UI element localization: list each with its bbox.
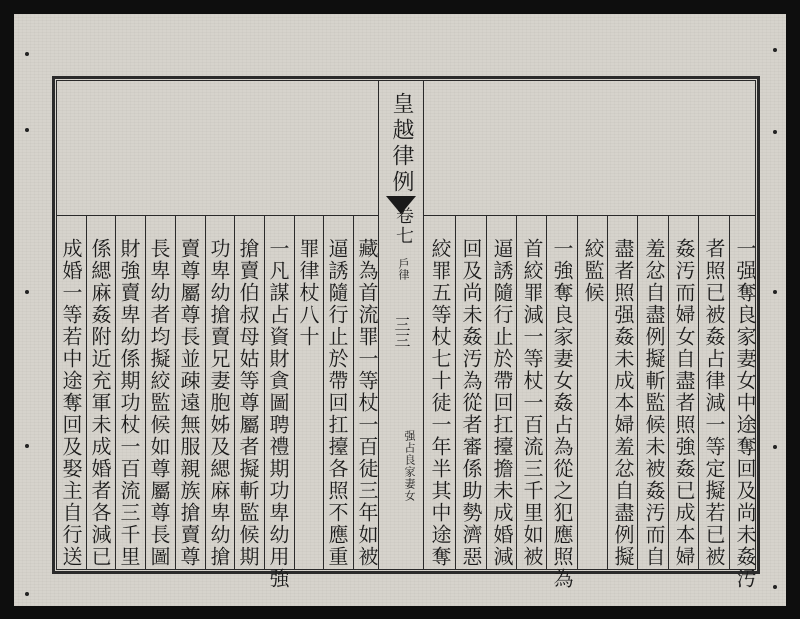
section-label: 戶律 (397, 258, 410, 280)
text-column: 功卑幼搶賣兄妻胞姊及緦麻卑幼搶 (207, 238, 231, 568)
text-column: 逼誘隨行止於帶回扛擡各照不應重 (325, 238, 349, 568)
binding-hole (25, 52, 29, 56)
binding-hole (773, 290, 777, 294)
text-column: 絞罪五等杖七十徒一年半其中途奪 (428, 238, 452, 568)
text-column: 係緦麻姦附近充軍未成婚者各減已 (88, 238, 112, 568)
marginal-note: 强占良家妻女 (403, 430, 416, 502)
text-column: 逼誘隨行止於帶回扛擡擔未成婚減 (490, 238, 514, 568)
text-column: 賣尊屬尊長並疎遠無服親族搶賣尊 (177, 238, 201, 568)
binding-hole (25, 128, 29, 132)
text-column: 絞監候 (581, 238, 605, 304)
binding-hole (25, 444, 29, 448)
text-column: 一凡謀占資財貪圖聘禮期功卑幼用強 (266, 238, 290, 590)
text-column: 藏為首流罪一等杖一百徒三年如被 (355, 238, 379, 568)
text-column: 首絞罪減一等杖一百流三千里如被 (520, 238, 544, 568)
text-column: 財強賣卑幼係期功杖一百流三千里 (117, 238, 141, 568)
binding-hole (773, 48, 777, 52)
book-title: 皇越律例 (389, 92, 414, 196)
page-number: 三三 (392, 316, 411, 348)
binding-hole (25, 290, 29, 294)
text-column: 罪律杖八十 (296, 238, 320, 348)
text-column: 長卑幼者均擬絞監候如尊屬尊長圖 (147, 238, 171, 568)
text-column: 成婚一等若中途奪回及娶主自行送 (59, 238, 83, 568)
binding-hole (773, 585, 777, 589)
text-column: 搶賣伯叔母姑等尊屬者擬斬監候期 (236, 238, 260, 568)
binding-hole (25, 592, 29, 596)
binding-hole (773, 130, 777, 134)
binding-hole (773, 445, 777, 449)
text-column: 回及尚未姦汚為從者審係助勢濟惡 (459, 238, 483, 568)
column-header-rule-left (56, 215, 378, 216)
text-column: 羞忿自盡例擬斬監候未被姦汚而自 (642, 238, 666, 568)
column-header-rule-right (424, 215, 756, 216)
text-column: 盡者照强姦未成本婦羞忿自盡例擬 (611, 238, 635, 568)
text-column: 者照已被姦占律減一等定擬若已被 (702, 238, 726, 568)
text-column: 一强奪良家妻女中途奪回及尚未姦汚 (733, 238, 757, 590)
chapter-label: 卷七 (393, 206, 414, 246)
text-column: 姦汚而婦女自盡者照強姦已成本婦 (672, 238, 696, 568)
text-column: 一強奪良家妻女姦占為從之犯應照為 (550, 238, 574, 590)
